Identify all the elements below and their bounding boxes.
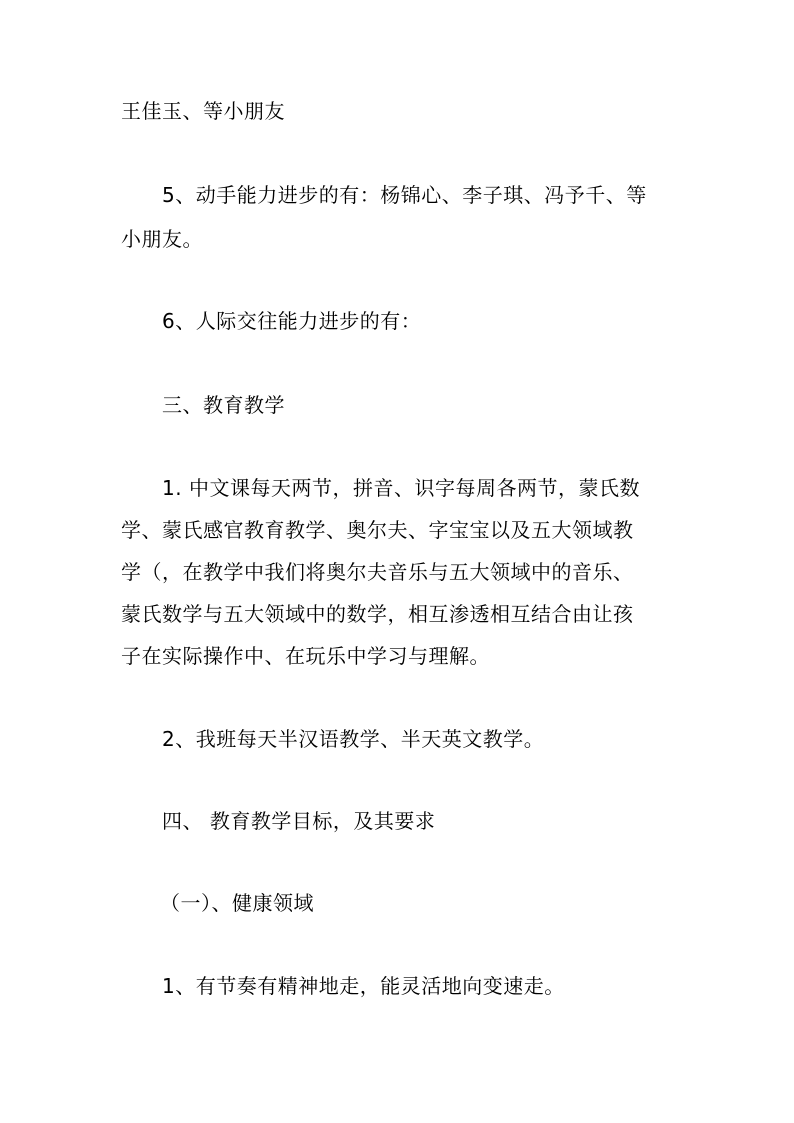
text-line-health-item-1: 1、有节奏有精神地走，能灵活地向变速走。 bbox=[162, 974, 565, 998]
text-line-paragraph-3: 学（，在教学中我们将奥尔夫音乐与五大领域中的音乐、 bbox=[121, 560, 634, 584]
section-heading-education: 三、教育教学 bbox=[162, 393, 285, 417]
text-line-hands-on-progress-cont: 小朋友。 bbox=[121, 227, 203, 251]
text-line-bilingual-teaching: 2、我班每天半汉语教学、半天英文教学。 bbox=[162, 727, 545, 751]
text-line-names-continued: 王佳玉、等小朋友 bbox=[121, 99, 285, 123]
text-line-social-progress: 6、人际交往能力进步的有： bbox=[162, 309, 422, 333]
section-heading-goals: 四、 教育教学目标，及其要求 bbox=[162, 809, 436, 833]
text-line-paragraph-5: 子在实际操作中、在玩乐中学习与理解。 bbox=[121, 644, 490, 668]
text-line-hands-on-progress: 5、动手能力进步的有：杨锦心、李子琪、冯予千、等 bbox=[162, 183, 647, 207]
text-line-paragraph-1: 1. 中文课每天两节，拼音、识字每周各两节，蒙氏数 bbox=[162, 476, 640, 500]
text-line-paragraph-4: 蒙氏数学与五大领域中的数学，相互渗透相互结合由让孩 bbox=[121, 602, 634, 626]
subsection-heading-health: （一）、健康领域 bbox=[160, 891, 314, 915]
text-line-paragraph-2: 学、蒙氏感官教育教学、奥尔夫、字宝宝以及五大领域教 bbox=[121, 518, 634, 542]
